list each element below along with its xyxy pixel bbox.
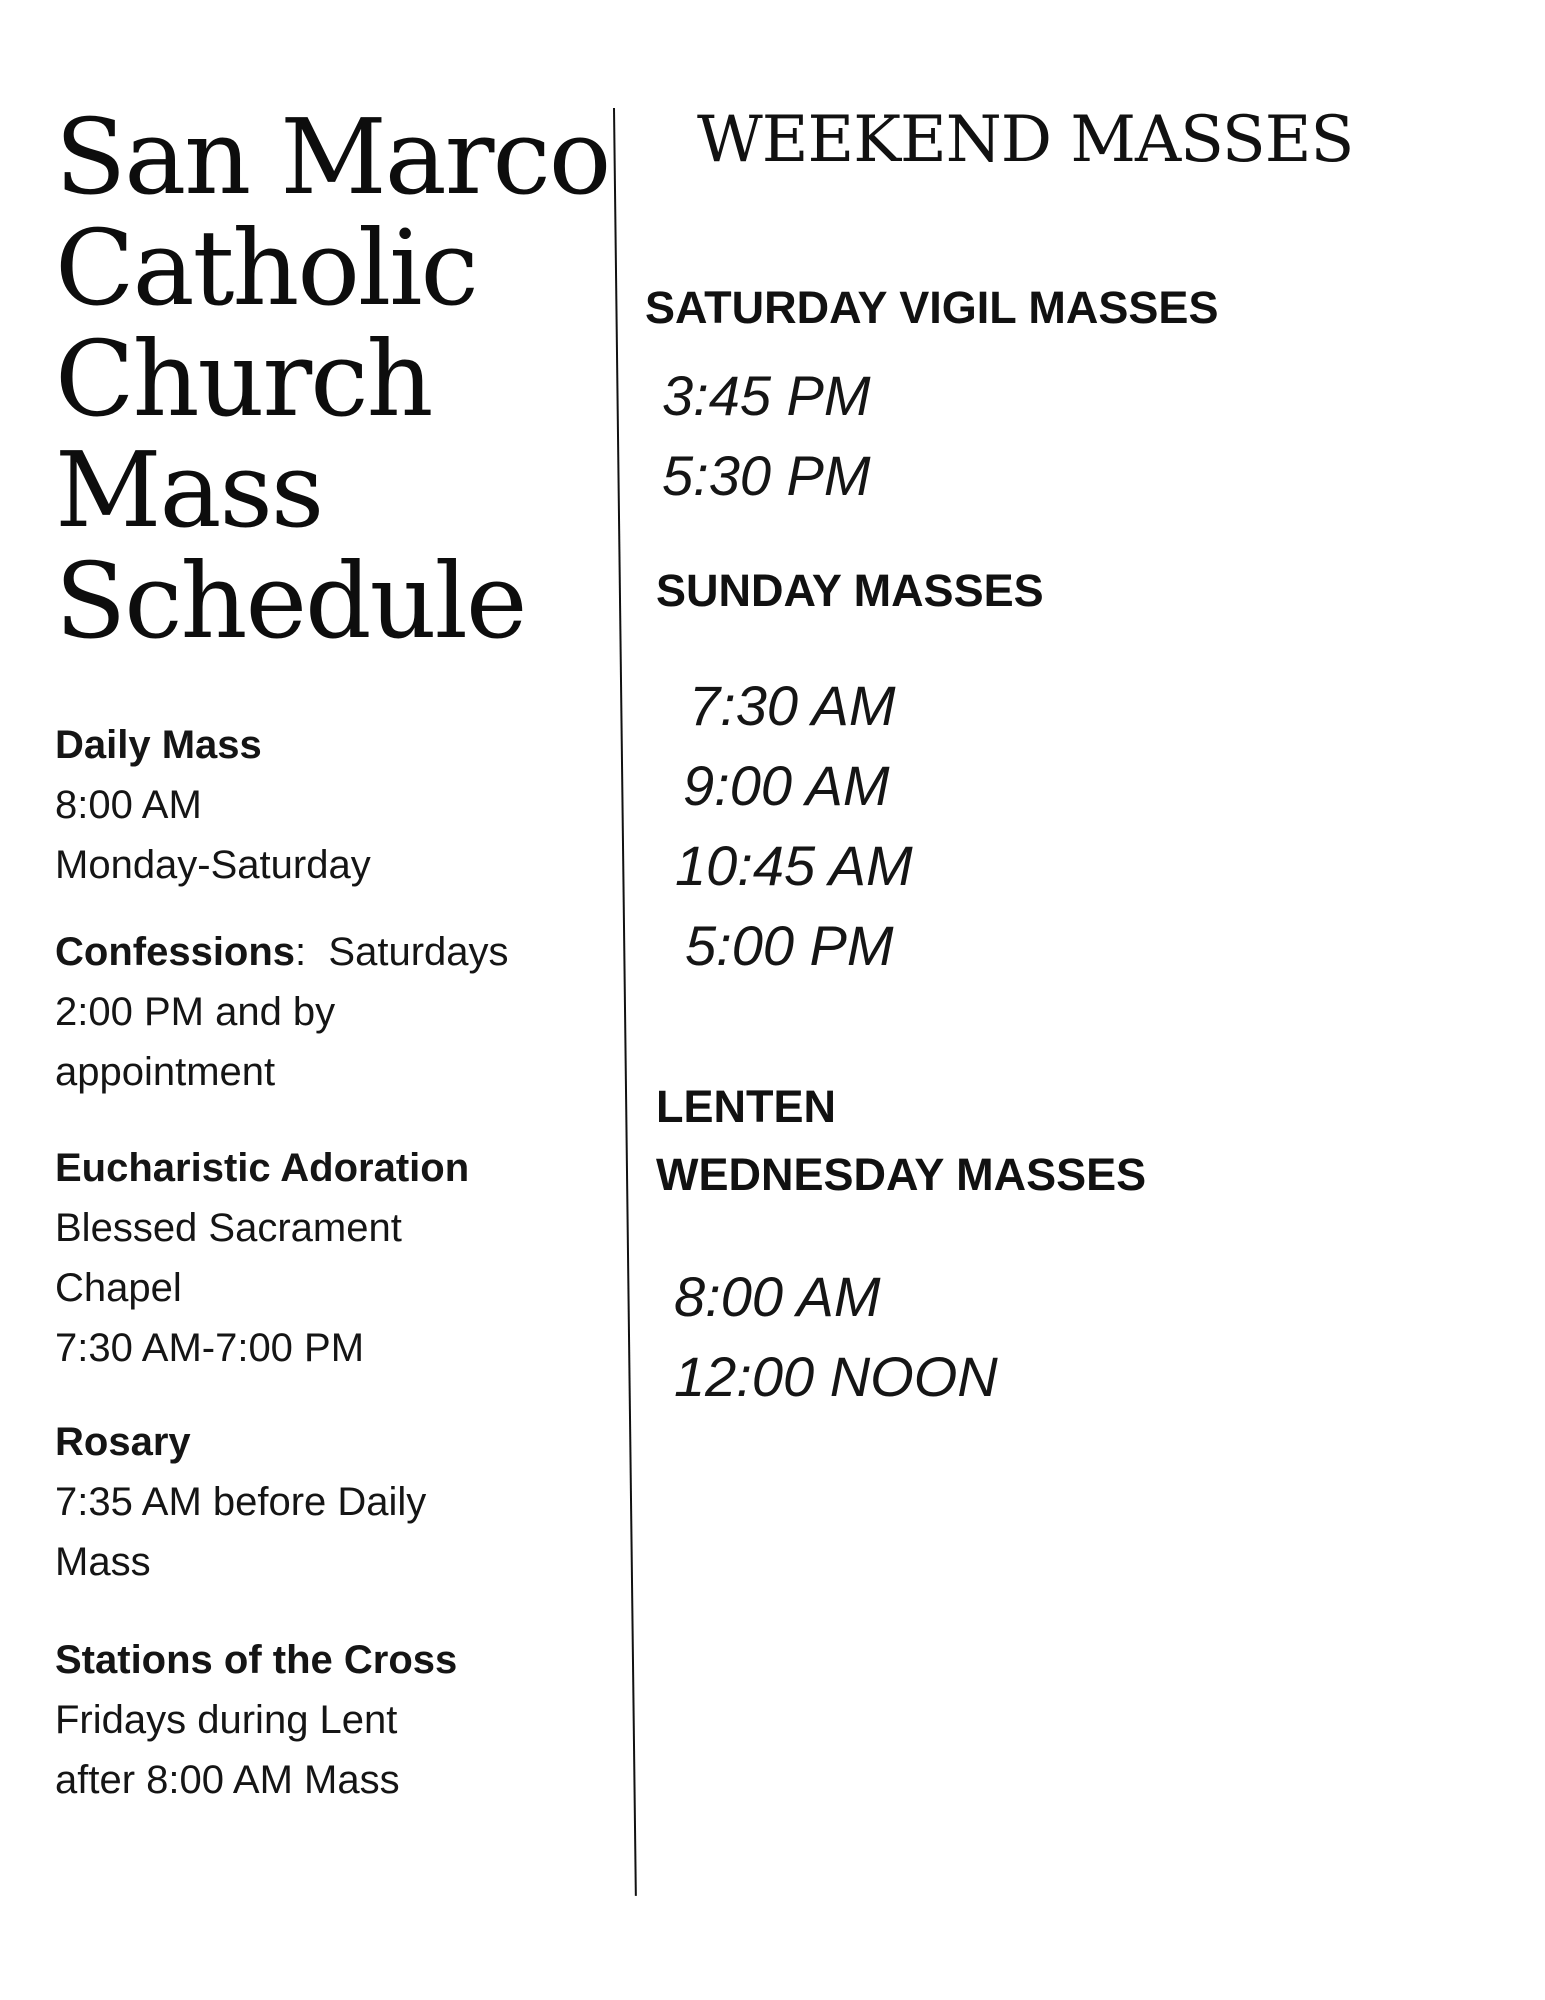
rosary-heading: Rosary	[55, 1420, 191, 1464]
confessions-day: Saturdays	[328, 930, 509, 974]
sunday-time: 7:30 AM	[689, 674, 896, 737]
rosary-section	[55, 1412, 585, 1592]
daily-mass-time: 8:00 AM	[55, 783, 202, 827]
stations-heading: Stations of the Cross	[55, 1638, 458, 1682]
sunday-times	[675, 666, 913, 986]
daily-mass-days: Monday-Saturday	[55, 843, 371, 887]
adoration-line-3: 7:30 AM-7:00 PM	[55, 1326, 365, 1370]
lenten-time: 8:00 AM	[674, 1265, 881, 1328]
confessions-line-3: appointment	[55, 1050, 276, 1094]
title-line: Schedule	[55, 540, 526, 662]
stations-line-2: after 8:00 AM Mass	[55, 1758, 400, 1802]
adoration-line-1: Blessed Sacrament	[55, 1206, 402, 1250]
column-divider	[613, 108, 637, 1896]
adoration-heading: Eucharistic Adoration	[55, 1146, 470, 1190]
adoration-section	[55, 1138, 585, 1378]
saturday-vigil-heading: SATURDAY VIGIL MASSES	[645, 282, 1219, 333]
weekend-masses-title: WEEKEND MASSES	[697, 103, 1354, 177]
confessions-separator: :	[295, 930, 307, 974]
sunday-time: 5:00 PM	[685, 914, 894, 977]
lenten-times	[674, 1257, 998, 1417]
sunday-time: 10:45 AM	[675, 834, 913, 897]
confessions-section	[55, 922, 585, 1102]
saturday-vigil-time: 5:30 PM	[662, 444, 871, 507]
lenten-heading-line: LENTEN	[656, 1081, 836, 1132]
confessions-heading: Confessions	[55, 930, 296, 974]
confessions-first-line	[55, 922, 585, 982]
rosary-line-1: 7:35 AM before Daily	[55, 1480, 427, 1524]
rosary-line-2: Mass	[55, 1540, 151, 1584]
sunday-heading: SUNDAY MASSES	[656, 565, 1044, 616]
stations-line-1: Fridays during Lent	[55, 1698, 398, 1742]
title-line: Mass	[55, 429, 323, 551]
title-line: San Marco	[55, 96, 610, 218]
adoration-line-2: Chapel	[55, 1266, 182, 1310]
daily-mass-section	[55, 715, 585, 895]
lenten-heading-line: WEDNESDAY MASSES	[656, 1149, 1147, 1200]
lenten-time: 12:00 NOON	[674, 1345, 998, 1408]
confessions-line-2: 2:00 PM and by	[55, 990, 336, 1034]
sunday-time: 9:00 AM	[683, 754, 890, 817]
stations-section	[55, 1630, 585, 1810]
title-line: Church	[55, 318, 432, 440]
page-title	[55, 96, 610, 662]
lenten-heading	[656, 1073, 1146, 1209]
saturday-vigil-times	[662, 356, 871, 516]
saturday-vigil-time: 3:45 PM	[662, 364, 871, 427]
title-line: Catholic	[55, 207, 477, 329]
daily-mass-heading: Daily Mass	[55, 723, 262, 767]
